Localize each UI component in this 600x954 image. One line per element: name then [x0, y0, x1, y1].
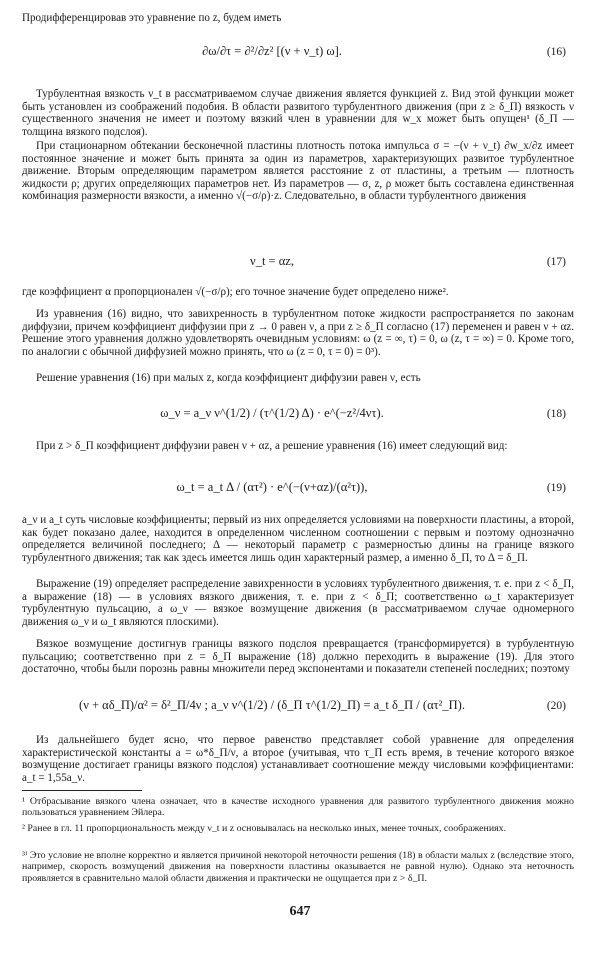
coefficient-paragraph: где коэффициент α пропорционален √(−σ/ρ); его точное значение будет определено ниже². [22, 286, 449, 298]
equation-16 [22, 40, 574, 64]
intro-paragraph: Продифференцировав это уравнение по z, будем иметь [22, 12, 282, 24]
equation-20 [22, 686, 574, 730]
viscous-disturbance-paragraph: Вязкое возмущение достигнув границы вязкого подслоя превращается (трансформируется) в турбулентную пульсацию; соответственно при z = δ_П выражение (18) должно переходить в выражение (19). Для этого достаточно, чтобы были порознь равны множители перед экспонентами и показатели степеней последних; поэтому [22, 638, 574, 676]
equation-17-formula: ν_t = αz, [250, 254, 294, 268]
large-z-paragraph: При z > δ_П коэффициент диффузии равен ν + αz, а решение уравнения (16) имеет следующий вид: [36, 440, 508, 452]
final-paragraph: Из дальнейшего будет ясно, что первое равенство представляет собой уравнение для определения характеристической константы a = ω*δ_П/ν, а второе (учитывая, что τ_П есть время, в течение которого вязкое возмущение достигает границы вязкого подслоя) устанавливает соотношение между числовыми коэффициентами: a_t = 1,55a_ν. [22, 734, 574, 784]
diffusion-paragraph: Из уравнения (16) видно, что завихренность в турбулентном потоке жидкости распространяется по законам диффузии, причем коэффициент диффузии при z → 0 равен ν, а при z ≥ δ_П согласно (17) переменен и равен ν + αz. Решение этого уравнения должно удовлетворять очевидным условиям: ω (z = ∞, τ) = 0, ω (z, τ = ∞) = 0. Кроме того, по аналогии с обычной диффузией можно принять, что ω (z = 0, τ = 0) = 0³). [22, 308, 574, 358]
equation-18-number: (18) [546, 408, 566, 420]
equation-18 [22, 394, 574, 438]
footnote-3: ³⁾ Это условие не вполне корректно и является причиной некоторой неточности решения (18) в области малых z (вследствие этого, например, скорость возмущений движения на поверхности пластины оказывается не равной нулю). Однако эта неточность проявляется в сравнительно малой области движения и практически не ощущается при z > δ_П. [22, 850, 574, 884]
small-z-paragraph: Решение уравнения (16) при малых z, когда коэффициент диффузии равен ν, есть [36, 372, 421, 384]
equation-16-number: (16) [546, 46, 566, 58]
equation-19-number: (19) [546, 482, 566, 494]
constants-paragraph: a_ν и a_t суть числовые коэффициенты; первый из них определяется условиями на поверхности пластины, а второй, как будет показано далее, находится в определенном численном соотношении с первым и поэтому однозначно определяется величиной последнего; Δ — некоторый параметр с размерностью длины на границе вязкого турбулентного движения; так как здесь имеется лишь один характерный размер, а именно δ_П, то Δ = δ_П. [22, 514, 574, 564]
footnote-1: ¹ Отбрасывание вязкого члена означает, что в качестве исходного уравнения для развитого турбулентного движения можно пользоваться уравнением Эйлера. [22, 796, 574, 819]
turbulent-viscosity-paragraph: Турбулентная вязкость ν_t в рассматриваемом случае движения является функцией z. Вид этой функции может быть установлен из соображений подобия. В области развитого турбулентного движения (при z ≥ δ_П) вязкость ν существенного значения не имеет и поэтому вязкий член в уравнении для w_x может быть опущен¹ (δ_П — толщина вязкого подслоя). [22, 88, 574, 138]
equation-16-formula: ∂ω/∂τ = ∂²/∂z² [(ν + ν_t) ω]. [202, 44, 342, 58]
equation-20-number: (20) [546, 700, 566, 712]
equation-17-number: (17) [546, 256, 566, 268]
expression-paragraph: Выражение (19) определяет распределение завихренности в условиях турбулентного движения, т. е. при z < δ_П, а выражение (18) — в условиях вязкого движения, т. е. при z < δ_П; соответственно ω_t характеризует турбулентную пульсацию, а ω_ν — вязкое возмущение движения (в рассматриваемом случае одномерного движения ω_ν и ω_t являются плоскими). [22, 578, 574, 628]
page-number: 647 [289, 904, 311, 919]
equation-19-formula: ω_t = a_t Δ / (ατ²) · e^(−(ν+αz)/(α²τ)), [176, 480, 368, 494]
footnote-separator [22, 790, 142, 791]
flow-paragraph: При стационарном обтекании бесконечной пластины плотность потока импульса σ = −(ν + ν_t) ∂w_x/∂z имеет постоянное значение и может быть принята за один из параметров, характеризующих развитое турбулентное движение. Вторым определяющим параметром является расстояние z от пластины, а третьим — плотность жидкости ρ; других определяющих параметров нет. Из параметров — σ, z, ρ может быть составлена единственная комбинация размерности вязкости, а именно √(−σ/ρ)·z. Следовательно, в области турбулентного движения [22, 140, 574, 203]
equation-20-formula: (ν + αδ_П)/α² = δ²_П/4ν ; a_ν ν^(1/2) / (δ_П τ^(1/2)_П) = a_t δ_П / (ατ²_П). [79, 698, 465, 712]
equation-17 [22, 252, 574, 272]
equation-19 [22, 468, 574, 512]
equation-18-formula: ω_ν = a_ν ν^(1/2) / (τ^(1/2) Δ) · e^(−z²/4ντ). [160, 406, 384, 420]
footnote-2: ² Ранее в гл. 11 пропорциональность между ν_t и z основывалась на несколько иных, менее точных, соображениях. [22, 823, 507, 834]
